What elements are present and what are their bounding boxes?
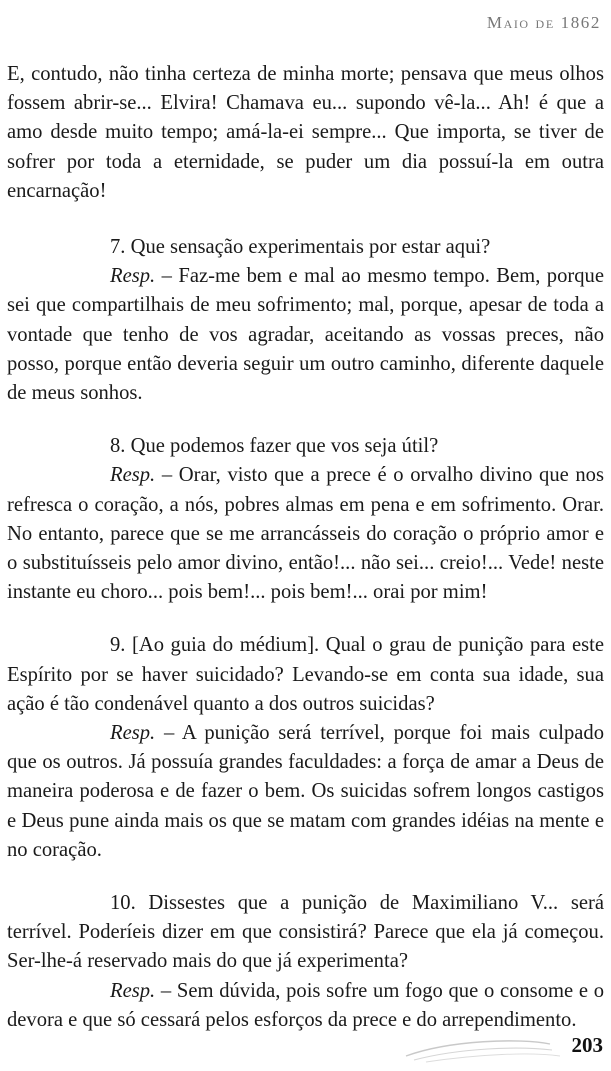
response-8 <box>7 461 604 607</box>
response-10-text: – Sem dúvida, pois sofre um fogo que o consome e o devora e que só cessará pelos esforços da prece e do arrependimento. <box>7 979 604 1031</box>
resp-label: Resp. <box>110 464 156 487</box>
page-number: 203 <box>571 1033 603 1057</box>
resp-label: Resp. <box>110 979 156 1002</box>
response-10 <box>7 977 604 1035</box>
resp-label: Resp. <box>110 265 156 288</box>
question-7: 7. Que sensação experimentais por estar aqui? <box>110 236 491 259</box>
question-9: 9. [Ao guia do médium]. Qual o grau de punição para este Espírito por se haver suicidado? Levando-se em conta sua idade, sua ação é tão condenável quanto a dos outros suicidas? <box>7 634 604 715</box>
response-7-text: – Faz-me bem e mal ao mesmo tempo. Bem, porque sei que compartilhais de meu sofrimento; mal, porque, apesar de toda a vontade que tenho de vos agradar, aceitando as vossas preces, não posso, porque então deveria seguir um outro caminho, diferente daquele de meus sonhos. <box>7 265 604 405</box>
opening-paragraph: E, contudo, não tinha certeza de minha morte; pensava que meus olhos fossem abrir-se... Elvira! Chamava eu... supondo vê-la... Ah! é que a amo desde muito tempo; amá-la-ei sempre... Que importa, se tiver de sofrer por toda a eternidade, se puder um dia possuí-la em outra encarnação! <box>7 63 604 202</box>
page-footer <box>400 1030 611 1070</box>
question-10: 10. Dissestes que a punição de Maximiliano V... será terrível. Poderíeis dizer em que consistirá? Parece que ela já começou. Ser-lhe-á reservado mais do que já experimenta? <box>7 892 604 973</box>
response-9 <box>7 719 604 865</box>
response-9-text: – A punição será terrível, porque foi mais culpado que os outros. Já possuía grandes faculdades: a força de amar a Deus de maneira poderosa e de fazer o bem. Os suicidas sofrem longos castigos e Deus pune ainda mais os que se matam com grandes idéias na mente e no coração. <box>7 722 604 861</box>
response-7 <box>7 262 604 408</box>
question-8: 8. Que podemos fazer que vos seja útil? <box>110 435 439 458</box>
response-8-text: – Orar, visto que a prece é o orvalho divino que nos refresca o coração, a nós, pobres almas em pena e em sofrimento. Orar. No entanto, parece que se me arrancásseis do coração o próprio amor e o substituísseis pelo amor divino, então!... não sei... creio!... Vede! neste instante eu choro... pois bem!... pois bem!... orai por mim! <box>7 464 604 604</box>
running-header-title: Maio de 1862 <box>486 13 601 32</box>
resp-label: Resp. <box>110 722 156 745</box>
page-body <box>7 60 604 1035</box>
